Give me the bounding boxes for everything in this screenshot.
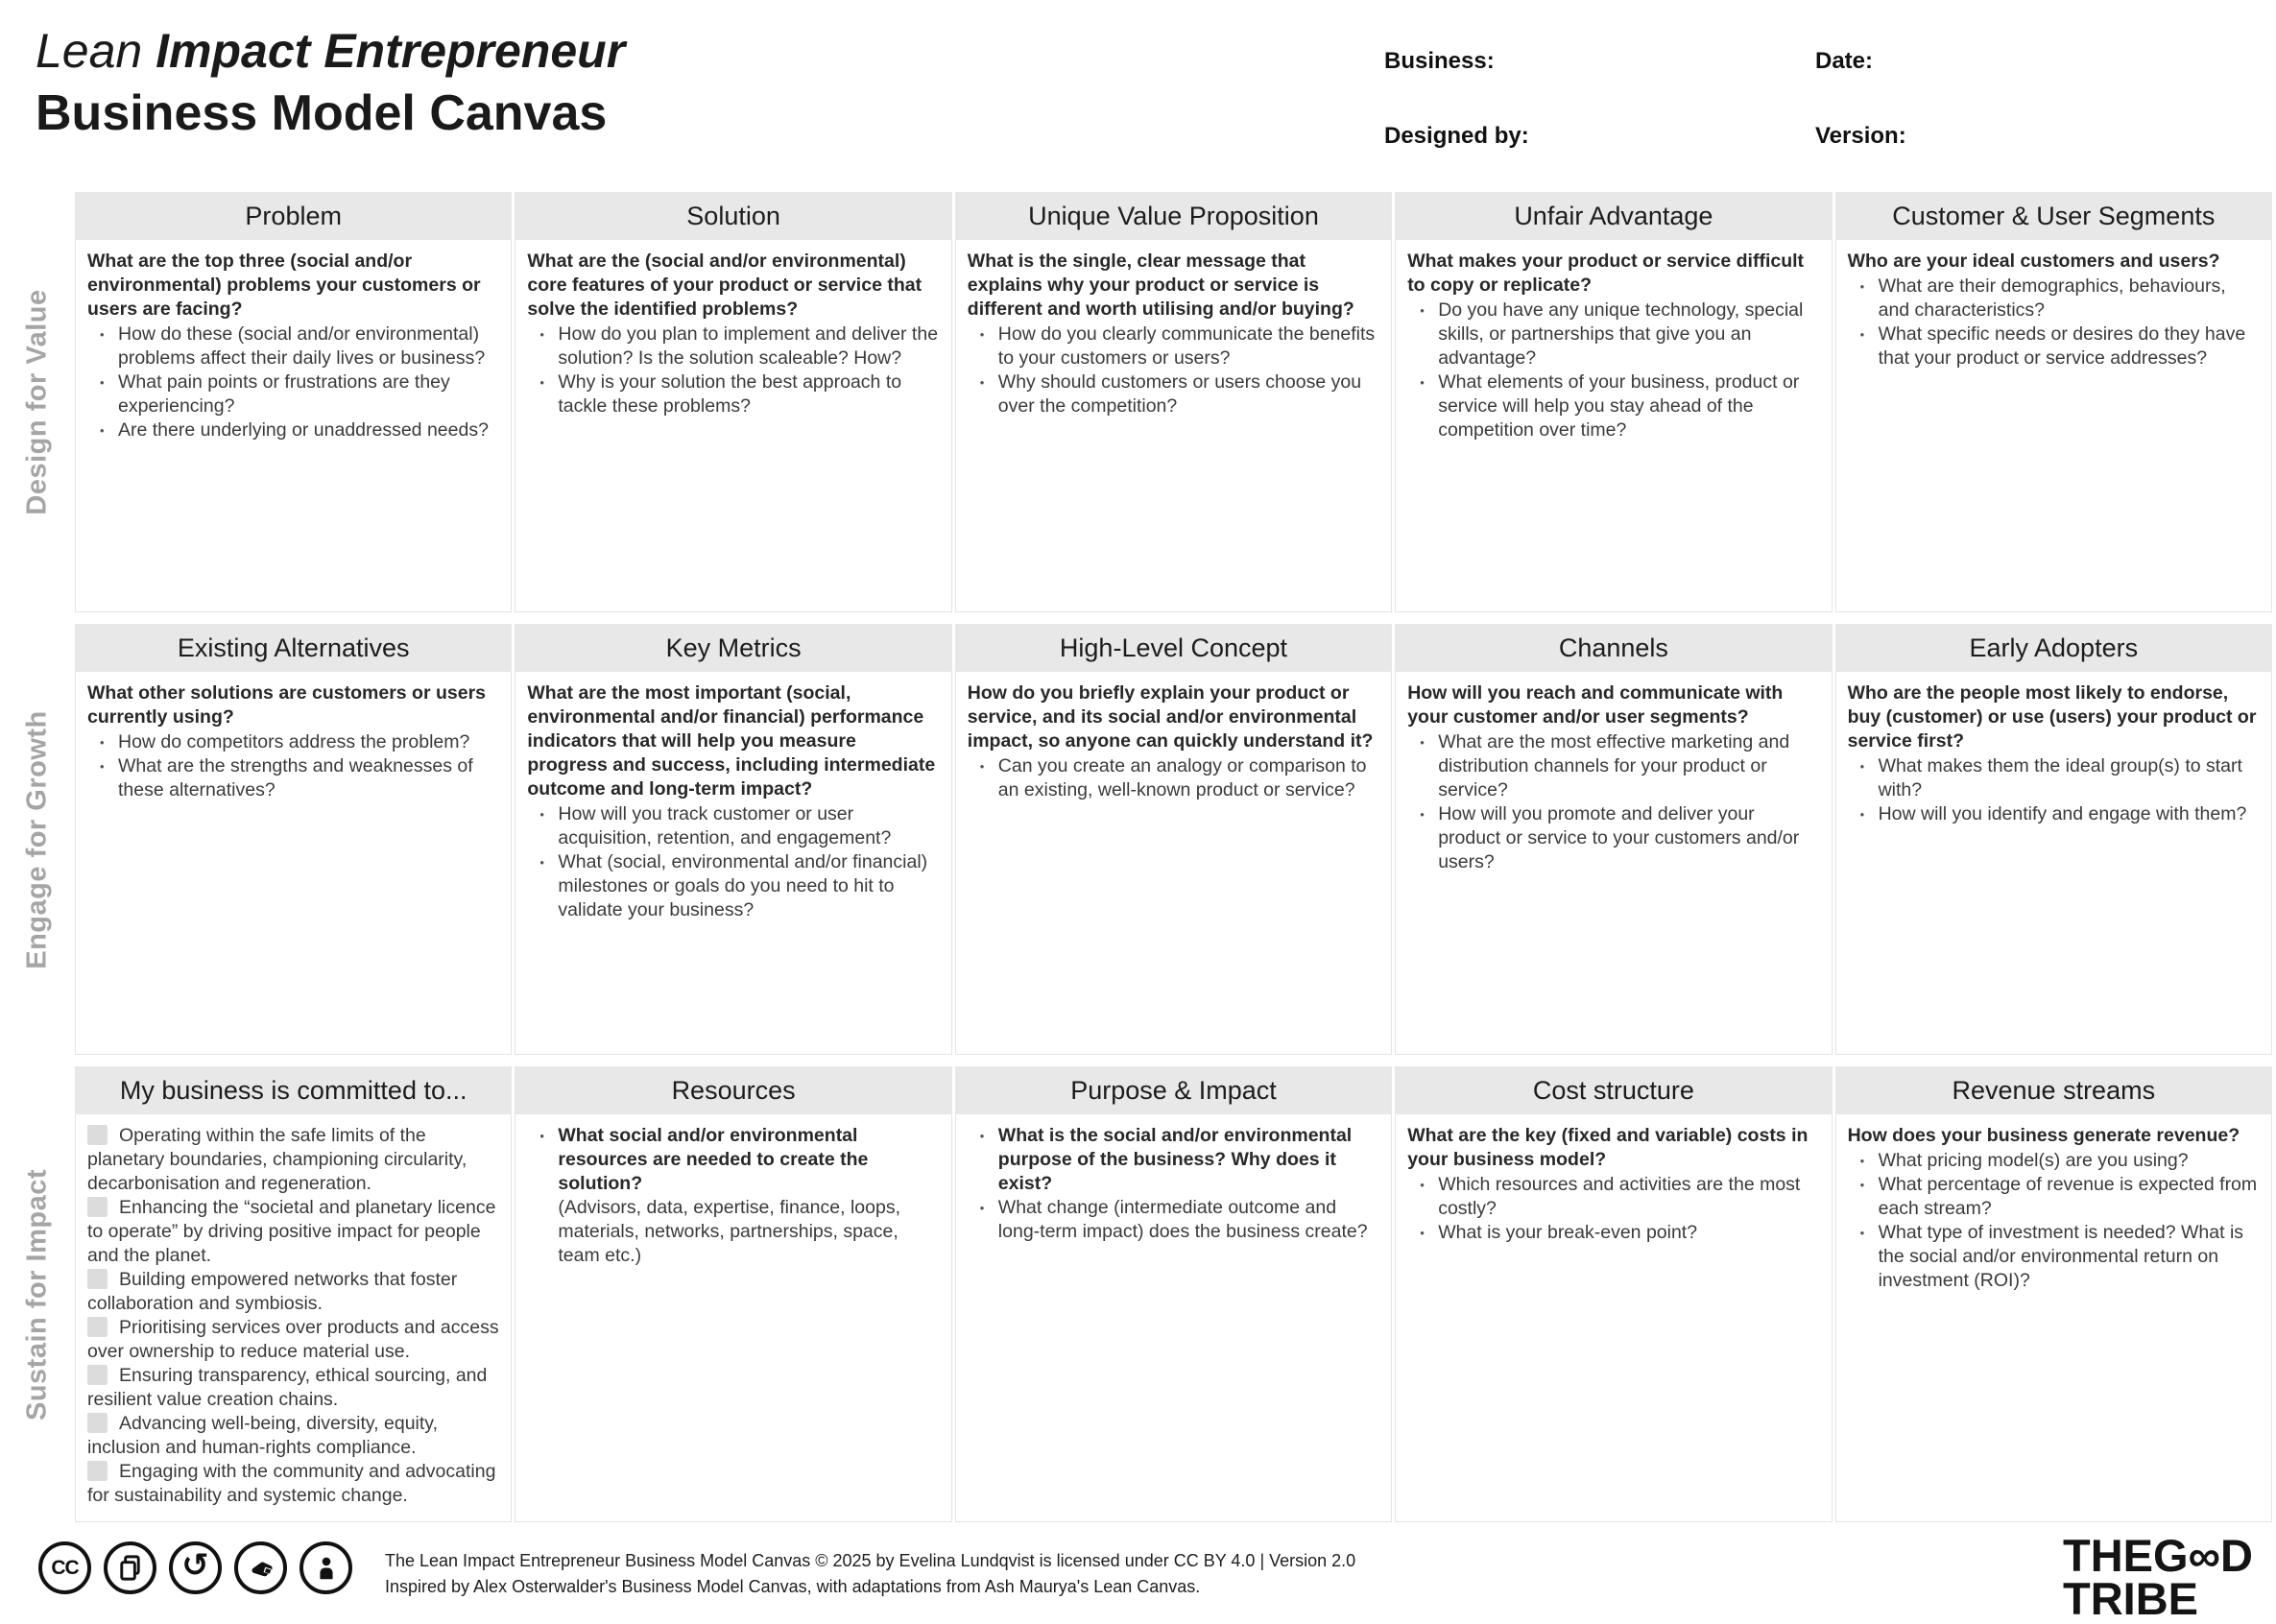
- cell-bullet: • How will you track customer or user acquisition, retention, and engagement?: [527, 802, 939, 850]
- logo-line2: TRIBE: [2062, 1573, 2198, 1624]
- commitment-item: Ensuring transparency, ethical sourcing, and resilient value creation chains.: [87, 1365, 488, 1410]
- cell-body: [1835, 240, 2272, 612]
- cell-body: [955, 240, 1392, 612]
- copy-pages-icon: [104, 1541, 156, 1594]
- field-designed-by: Designed by:: [1384, 123, 1529, 149]
- commitment-checkbox[interactable]: [87, 1317, 108, 1337]
- logo-line1: THEG∞D: [2062, 1530, 2253, 1581]
- license-line2: Inspired by Alex Osterwalder's Business Model Canvas, with adaptations from Ash Maurya's Lean Canvas.: [385, 1577, 1201, 1596]
- cell-cost-structure: [1395, 1066, 1832, 1522]
- cell-bullet-list: [87, 322, 499, 442]
- cell-title: Unique Value Proposition: [955, 192, 1392, 240]
- cell-body: [515, 1114, 951, 1522]
- cell-bullet-list: [968, 322, 1379, 418]
- cell-body: [1835, 1114, 2272, 1522]
- brand-bold-text: Impact Entrepreneur: [156, 24, 626, 78]
- circular-arrow-icon: ↺: [169, 1541, 222, 1594]
- cell-question: What are the most important (social, environmental and/or financial) performance indicators that will help you measure progress and success, including intermediate outcome and long-term impact?: [527, 682, 936, 800]
- commitment-item: Building empowered networks that foster collaboration and symbiosis.: [87, 1269, 458, 1314]
- cell-body: [1395, 672, 1832, 1055]
- license-text: [385, 1548, 1355, 1600]
- cell-bullet: • Why is your solution the best approach to tackle these problems?: [527, 370, 939, 418]
- cell-body: [515, 672, 951, 1055]
- band-cells: [75, 192, 2272, 612]
- cell-bullet-note: (Advisors, data, expertise, finance, loops, materials, networks, partnerships, space, team etc.): [558, 1197, 900, 1266]
- commitment-checkbox[interactable]: [87, 1365, 108, 1385]
- cell-bullet: • What change (intermediate outcome and long-term impact) does the business create?: [968, 1196, 1379, 1244]
- cc-icon: CC: [38, 1541, 91, 1594]
- cell-body: [515, 240, 951, 612]
- cell-bullet-list: [87, 730, 499, 802]
- cell-bullet: • How will you identify and engage with them?: [1848, 802, 2260, 826]
- field-business: Business:: [1384, 48, 1495, 74]
- band-cells: [75, 624, 2272, 1055]
- cell-question: What other solutions are customers or users currently using?: [87, 682, 487, 728]
- canvas-band: [21, 1066, 2272, 1522]
- cell-body: [1835, 672, 2272, 1055]
- cell-high-level-concept: [955, 624, 1392, 1055]
- cell-resources: [515, 1066, 951, 1522]
- canvas-band: [21, 624, 2272, 1055]
- commitment-item: Operating within the safe limits of the planetary boundaries, championing circularity, decarbonisation and regeneration.: [87, 1125, 467, 1194]
- cell-question: Who are your ideal customers and users?: [1847, 251, 2220, 272]
- cell-bullet-list: [527, 1124, 939, 1268]
- cell-title: Early Adopters: [1835, 624, 2272, 672]
- cell-bullet: • What are the strengths and weaknesses of these alternatives?: [87, 754, 499, 802]
- cell-title: Existing Alternatives: [75, 624, 512, 672]
- footer: [38, 1530, 2266, 1624]
- cell-bullet-list: [1407, 1173, 1819, 1245]
- cell-bullet: • What social and/or environmental resources are needed to create the solution? (Advisors, data, expertise, finance, loops, materials, networks, partnerships, space, team etc.): [527, 1124, 939, 1268]
- header-fields: [1384, 48, 1906, 150]
- cell-question: What makes your product or service difficult to copy or replicate?: [1407, 251, 1805, 296]
- license-line1: The Lean Impact Entrepreneur Business Model Canvas © 2025 by Evelina Lundqvist is licensed under CC BY 4.0 | Version 2.0: [385, 1551, 1356, 1570]
- cell-bullet: • Are there underlying or unaddressed needs?: [87, 418, 499, 442]
- cell-bullet: • What pain points or frustrations are they experiencing?: [87, 370, 499, 418]
- brand-light-text: Lean: [36, 24, 143, 78]
- cell-bullet-list: [968, 754, 1379, 802]
- cell-title: My business is committed to...: [75, 1066, 512, 1114]
- section-side-label: Sustain for Impact: [21, 1168, 53, 1421]
- commitment-item: Prioritising services over products and access over ownership to reduce material use.: [87, 1317, 499, 1362]
- cell-question: What are the top three (social and/or environmental) problems your customers or users are facing?: [87, 251, 481, 320]
- cell-bullet: • What specific needs or desires do they have that your product or service addresses?: [1848, 322, 2260, 370]
- cell-title: High-Level Concept: [955, 624, 1392, 672]
- cell-body: [75, 240, 512, 612]
- cell-unique-value-proposition: [955, 192, 1392, 612]
- brand-block: [36, 23, 625, 142]
- cell-question: What is the single, clear message that explains why your product or service is different and worth utilising and/or buying?: [967, 251, 1354, 320]
- cell-bullet-list: [1848, 275, 2260, 370]
- page-title: Business Model Canvas: [36, 85, 608, 141]
- field-date: Date:: [1815, 48, 1874, 74]
- cell-bullet: • What are their demographics, behaviours, and characteristics?: [1848, 275, 2260, 322]
- cell-bullet-list: [1407, 730, 1819, 874]
- cell-bullet: • How do you clearly communicate the benefits to your customers or users?: [968, 322, 1379, 370]
- cell-title: Customer & User Segments: [1835, 192, 2272, 240]
- cell-bullet: • What are the most effective marketing and distribution channels for your product or service?: [1407, 730, 1819, 802]
- cell-customer-user-segments: [1835, 192, 2272, 612]
- canvas-band: [21, 192, 2272, 612]
- attribution-person-icon: [299, 1541, 352, 1594]
- section-side-label: Engage for Growth: [21, 709, 53, 969]
- cell-title: Channels: [1395, 624, 1832, 672]
- cell-body: [1395, 1114, 1832, 1522]
- cell-title: Unfair Advantage: [1395, 192, 1832, 240]
- cell-key-metrics: [515, 624, 951, 1055]
- cell-purpose-impact: [955, 1066, 1392, 1522]
- cell-body: [955, 1114, 1392, 1522]
- cell-question: How does your business generate revenue?: [1847, 1125, 2240, 1146]
- cell-title: Purpose & Impact: [955, 1066, 1392, 1114]
- cell-problem: [75, 192, 512, 612]
- cell-channels: [1395, 624, 1832, 1055]
- cell-bullet: • How do you plan to implement and deliver the solution? Is the solution scaleable? How?: [527, 322, 939, 370]
- cell-bullet: • What type of investment is needed? What is the social and/or environmental return on investment (ROI)?: [1848, 1221, 2260, 1293]
- cell-existing-alternatives: [75, 624, 512, 1055]
- commitment-item: Advancing well-being, diversity, equity, inclusion and human-rights compliance.: [87, 1413, 439, 1458]
- cell-commitments: [75, 1066, 512, 1522]
- cell-question: What are the key (fixed and variable) costs in your business model?: [1407, 1125, 1809, 1170]
- cell-title: Solution: [515, 192, 951, 240]
- cell-bullet: • What (social, environmental and/or financial) milestones or goals do you need to hit to validate your business?: [527, 850, 939, 922]
- commitment-item: Enhancing the “societal and planetary licence to operate” by driving positive impact for people and the planet.: [87, 1197, 496, 1266]
- cell-revenue-streams: [1835, 1066, 2272, 1522]
- cell-bullet: • Do you have any unique technology, special skills, or partnerships that give you an advantage?: [1407, 299, 1819, 370]
- cell-bullet: • What is the social and/or environmental purpose of the business? Why does it exist?: [968, 1124, 1379, 1196]
- section-side-label: Design for Value: [21, 289, 53, 515]
- cell-bullet: • Can you create an analogy or comparison to an existing, well-known product or service?: [968, 754, 1379, 802]
- brand-line: [36, 23, 625, 79]
- thegoodtribe-logo: [2062, 1530, 2253, 1624]
- cell-question: How do you briefly explain your product or service, and its social and/or environmental impact, so anyone can quickly understand it?: [967, 682, 1374, 752]
- commitment-checkbox[interactable]: [87, 1413, 108, 1433]
- commitment-checkbox[interactable]: [87, 1461, 108, 1481]
- cell-title: Cost structure: [1395, 1066, 1832, 1114]
- cell-unfair-advantage: [1395, 192, 1832, 612]
- cell-bullet-list: [968, 1124, 1379, 1244]
- commitment-checkbox[interactable]: [87, 1269, 108, 1289]
- license-badges: [38, 1541, 352, 1594]
- commitment-checkbox[interactable]: [87, 1125, 108, 1145]
- cell-bullet: • How will you promote and deliver your product or service to your customers and/or users?: [1407, 802, 1819, 874]
- cell-bullet: • What makes them the ideal group(s) to start with?: [1848, 754, 2260, 802]
- cell-title: Problem: [75, 192, 512, 240]
- cell-bullet: • What elements of your business, product or service will help you stay ahead of the competition over time?: [1407, 370, 1819, 442]
- cell-early-adopters: [1835, 624, 2272, 1055]
- cell-body: [75, 1114, 512, 1522]
- canvas-grid: [21, 192, 2272, 1534]
- field-version: Version:: [1815, 123, 1906, 149]
- cell-title: Resources: [515, 1066, 951, 1114]
- cell-bullet: • What percentage of revenue is expected from each stream?: [1848, 1173, 2260, 1221]
- commitment-checkbox[interactable]: [87, 1197, 108, 1217]
- cell-bullet-list: [1848, 754, 2260, 826]
- cell-question: How will you reach and communicate with your customer and/or user segments?: [1407, 682, 1784, 728]
- cell-bullet: • What is your break-even point?: [1407, 1221, 1819, 1245]
- cell-question: Who are the people most likely to endorse, buy (customer) or use (users) your product or service first?: [1847, 682, 2257, 752]
- cell-bullet: • What pricing model(s) are you using?: [1848, 1149, 2260, 1173]
- cell-question: What are the (social and/or environmental) core features of your product or service that solve the identified problems?: [527, 251, 922, 320]
- cell-bullet: • How do these (social and/or environmental) problems affect their daily lives or business?: [87, 322, 499, 370]
- hand-icon: [234, 1541, 287, 1594]
- cell-solution: [515, 192, 951, 612]
- cell-body: [75, 672, 512, 1055]
- cell-bullet-list: [527, 802, 939, 922]
- cell-bullet-list: [527, 322, 939, 418]
- cell-title: Revenue streams: [1835, 1066, 2272, 1114]
- cell-bullet: • How do competitors address the problem?: [87, 730, 499, 754]
- band-cells: [75, 1066, 2272, 1522]
- cell-body: [955, 672, 1392, 1055]
- cell-body: [1395, 240, 1832, 612]
- cell-title: Key Metrics: [515, 624, 951, 672]
- cell-bullet-list: [1407, 299, 1819, 442]
- commitment-item: Engaging with the community and advocating for sustainability and systemic change.: [87, 1461, 496, 1506]
- cell-bullet: • Why should customers or users choose you over the competition?: [968, 370, 1379, 418]
- cell-bullet: • Which resources and activities are the most costly?: [1407, 1173, 1819, 1221]
- cell-bullet-list: [1848, 1149, 2260, 1293]
